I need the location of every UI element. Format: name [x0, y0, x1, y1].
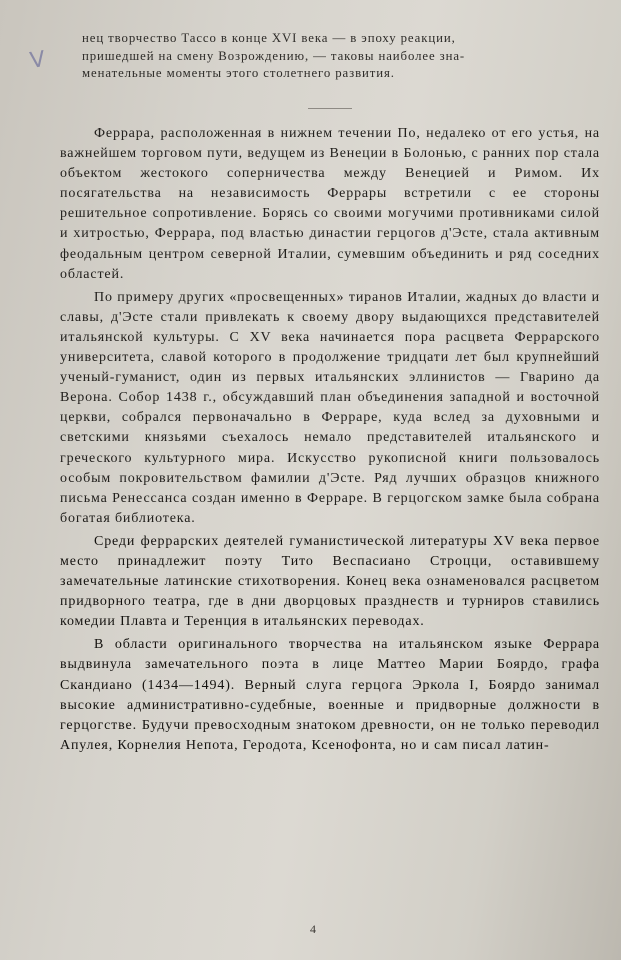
paragraph: По примеру других «просвещенных» тиранов Италии, жадных до власти и славы, д'Эсте стали привлекать к своему двору выдающихся представителей итальянской культуры. С XV века начинается пора расцвета Феррарского университета, славой которого в продолжение тридцати лет был крупнейший ученый-гуманист, один из первых итальянских эллинистов — Гварино да Верона. Собор 1438 г., обсуждавший план объединения западной и восточной церкви, собрался первоначально в Ферраре, куда вслед за духовными и светскими князьями съехалось немало представителей итальянского и греческого культурного мира. Искусство рукописной книги пользовалось особым покровительством фамилии д'Эсте. Ряд лучших образцов книжного письма Ренессанса создан именно в Ферраре. В герцогском замке была собрана богатая библиотека.: [60, 289, 600, 526]
paragraph: В области оригинального творчества на итальянском языке Феррара выдвинула замечательного поэта в лице Маттео Марии Боярдо, графа Скандиано (1434—1494). Верный слуга герцога Эркола I, Боярдо занимал высокие административно-судебные, военные и придворные должности в герцогстве. Будучи превосходным знатоком древности, он не только переводил Апулея, Корнелия Непота, Геродота, Ксенофонта, но и сам писал латин-: [60, 637, 600, 753]
paragraph: Феррара, расположенная в нижнем течении По, недалеко от его устья, на важнейшем торговом пути, ведущем из Венеции в Болонью, с ранних пор стала объектом жестокого соперничества между Венецией и Римом. Их посягательства на независимость Феррары встретили с ее стороны решительное сопротивление. Борясь со своими могучими противниками силой и хитростью, Феррара, под властью династии герцогов д'Эсте, стала активным феодальным центром северной Италии, сумевшим объединить и ряд соседних областей.: [60, 126, 600, 282]
paragraph: Среди феррарских деятелей гуманистической литературы XV века первое место принадлежит поэту Тито Веспасиано Строцци, оставившему замечательные латинские стихотворения. Конец века ознаменовался расцветом придворного театра, где в дни дворцовых празднеств и турниров ставились комедии Плавта и Теренция в итальянских переводах.: [60, 533, 600, 630]
body-text: [60, 124, 600, 756]
margin-pencil-mark: V: [28, 47, 47, 74]
intro-fragment: [82, 30, 594, 83]
page-number: 4: [310, 922, 316, 936]
section-divider: [308, 108, 352, 109]
intro-line: пришедшей на смену Возрождению, — таковы наиболее зна-: [82, 48, 466, 63]
intro-line: менательные моменты этого столетнего развития.: [82, 66, 395, 80]
intro-line: нец творчество Тассо в конце XVI века — в эпоху реакции,: [82, 31, 456, 45]
